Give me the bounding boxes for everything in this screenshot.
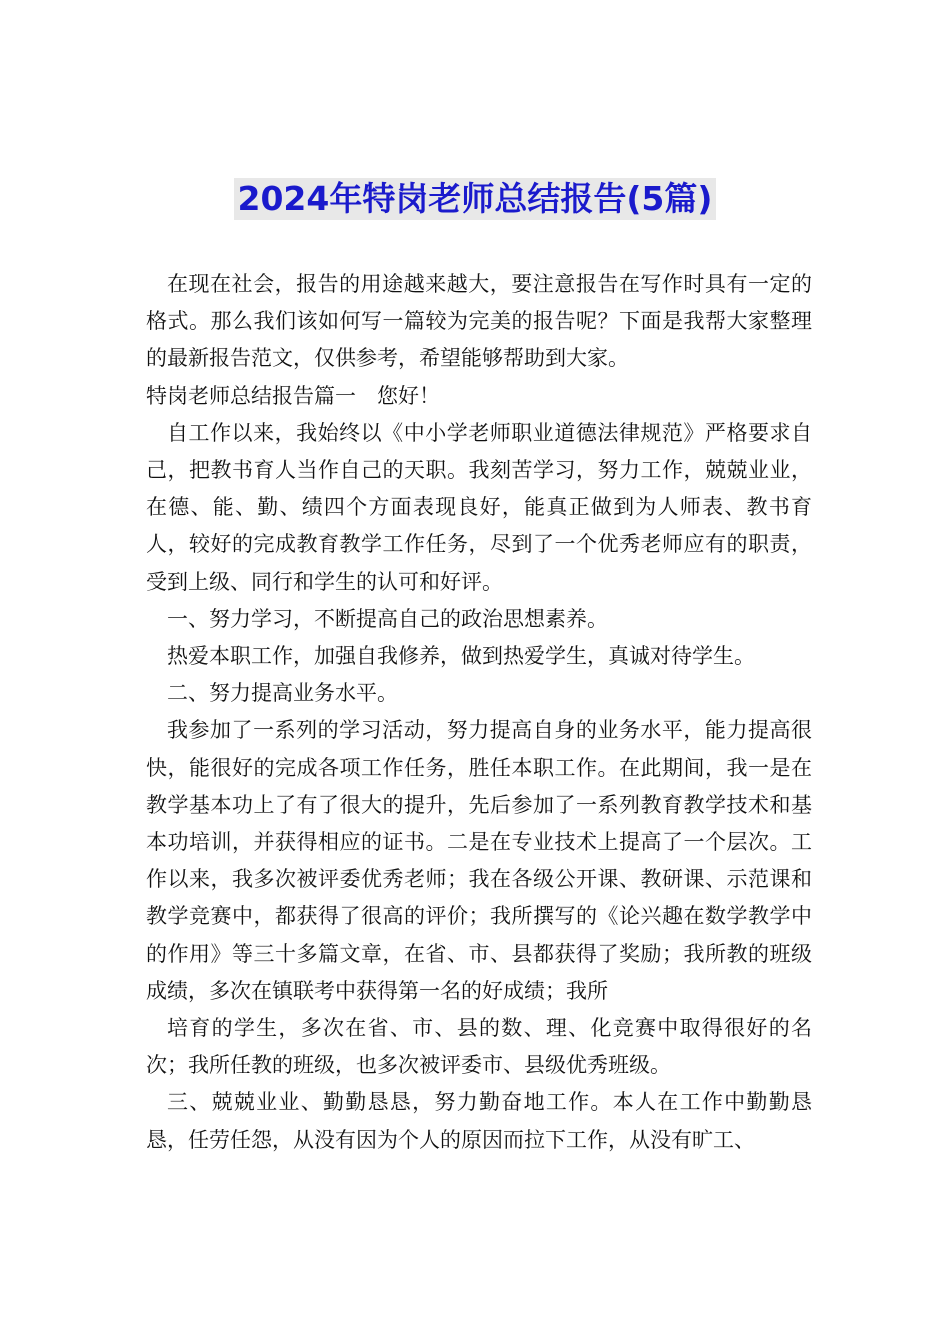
paragraph-section-heading: 特岗老师总结报告篇一 您好！ bbox=[146, 383, 440, 408]
document-body bbox=[146, 266, 812, 1159]
paragraph: 自工作以来，我始终以《中小学老师职业道德法律规范》严格要求自己，把教书育人当作自己的天职。我刻苦学习，努力工作，兢兢业业，在德、能、勤、绩四个方面表现良好，能真正做到为人师表、教书育人，较好的完成教育教学工作任务，尽到了一个优秀老师应有的职责，受到上级、同行和学生的认可和好评。 bbox=[146, 420, 812, 594]
paragraph-heading-1: 一、努力学习，不断提高自己的政治思想素养。 bbox=[167, 606, 608, 631]
paragraph: 培育的学生，多次在省、市、县的数、理、化竞赛中取得很好的名次；我所任教的班级，也多次被评委市、县级优秀班级。 bbox=[146, 1016, 812, 1078]
paragraph-heading-2: 二、努力提高业务水平。 bbox=[167, 681, 398, 706]
title-container bbox=[0, 178, 950, 220]
paragraph: 热爱本职工作，加强自我修养，做到热爱学生，真诚对待学生。 bbox=[167, 644, 755, 669]
document-title: 2024年特岗老师总结报告(5篇) bbox=[234, 178, 717, 220]
paragraph-intro: 在现在社会，报告的用途越来越大，要注意报告在写作时具有一定的格式。那么我们该如何写一篇较为完美的报告呢？下面是我帮大家整理的最新报告范文，仅供参考，希望能够帮助到大家。 bbox=[146, 272, 812, 371]
paragraph: 我参加了一系列的学习活动，努力提高自身的业务水平，能力提高很快，能很好的完成各项工作任务，胜任本职工作。在此期间，我一是在教学基本功上了有了很大的提升，先后参加了一系列教育教学技术和基本功培训，并获得相应的证书。二是在专业技术上提高了一个层次。工作以来，我多次被评委优秀老师；我在各级公开课、教研课、示范课和教学竞赛中，都获得了很高的评价；我所撰写的《论兴趣在数学教学中的作用》等三十多篇文章，在省、市、县都获得了奖励；我所教的班级成绩，多次在镇联考中获得第一名的好成绩；我所 bbox=[146, 718, 812, 1003]
paragraph-heading-3: 三、兢兢业业、勤勤恳恳，努力勤奋地工作。本人在工作中勤勤恳恳，任劳任怨，从没有因为个人的原因而拉下工作，从没有旷工、 bbox=[146, 1090, 812, 1152]
